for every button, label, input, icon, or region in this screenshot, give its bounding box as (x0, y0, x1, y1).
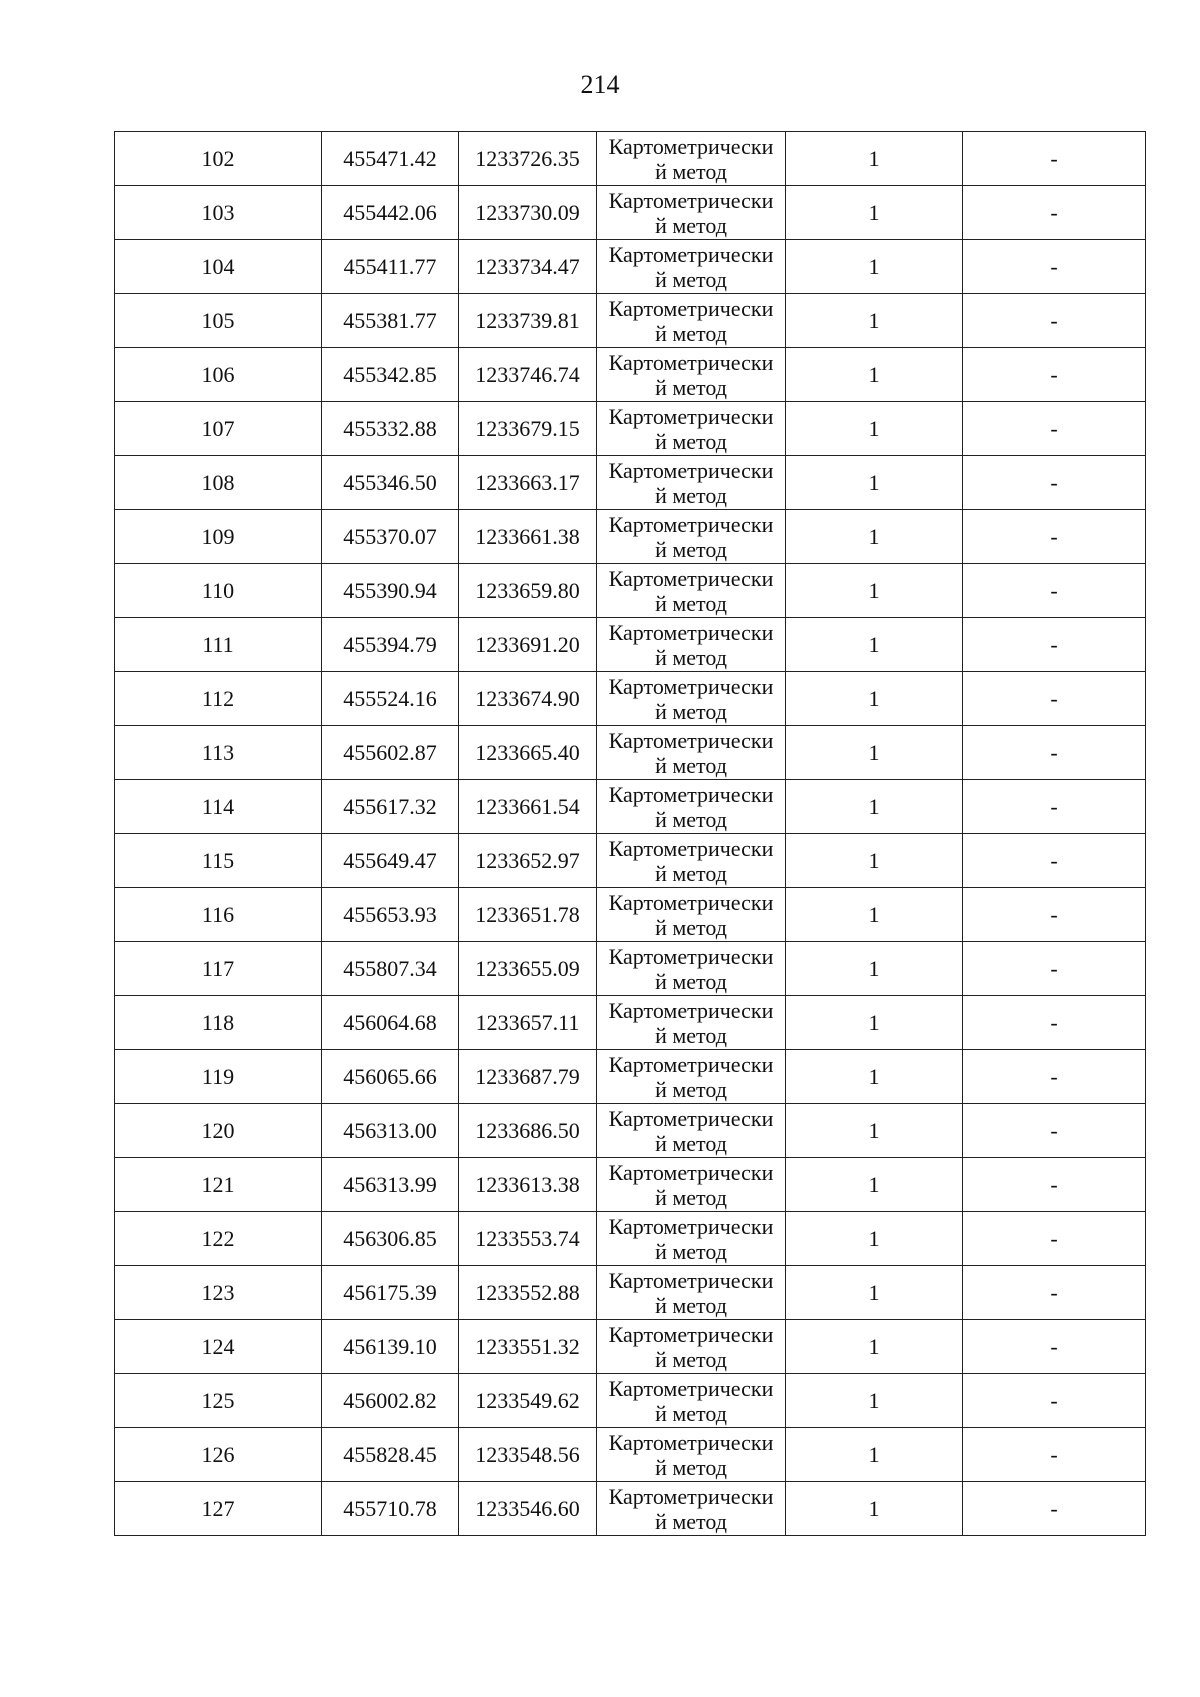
accuracy-cell: 1 (786, 1266, 963, 1320)
note-cell: - (963, 1104, 1146, 1158)
note-cell: - (963, 942, 1146, 996)
x-coordinate-cell: 456002.82 (322, 1374, 459, 1428)
method-line-2: й метод (655, 1238, 727, 1264)
y-coordinate-cell: 1233651.78 (459, 888, 597, 942)
method-line-1: Картометрически (608, 1213, 774, 1239)
x-coordinate-cell: 455394.79 (322, 618, 459, 672)
method-line-1: Картометрически (608, 349, 774, 375)
table-row (115, 1428, 1146, 1482)
method-line-1: Картометрически (608, 835, 774, 861)
method-cell (597, 348, 786, 402)
table-row (115, 1320, 1146, 1374)
table-row (115, 942, 1146, 996)
y-coordinate-cell: 1233659.80 (459, 564, 597, 618)
note-cell: - (963, 456, 1146, 510)
method-line-2: й метод (655, 752, 727, 778)
note-cell: - (963, 618, 1146, 672)
accuracy-cell: 1 (786, 402, 963, 456)
table-row (115, 1266, 1146, 1320)
point-number-cell: 109 (115, 510, 322, 564)
accuracy-cell: 1 (786, 942, 963, 996)
method-line-2: й метод (655, 212, 727, 238)
note-cell: - (963, 1158, 1146, 1212)
method-line-1: Картометрически (608, 1105, 774, 1131)
method-line-2: й метод (655, 158, 727, 184)
y-coordinate-cell: 1233661.54 (459, 780, 597, 834)
y-coordinate-cell: 1233687.79 (459, 1050, 597, 1104)
method-line-2: й метод (655, 1184, 727, 1210)
point-number-cell: 115 (115, 834, 322, 888)
method-line-1: Картометрически (608, 781, 774, 807)
point-number-cell: 102 (115, 132, 322, 186)
method-cell (597, 942, 786, 996)
y-coordinate-cell: 1233665.40 (459, 726, 597, 780)
method-line-2: й метод (655, 374, 727, 400)
x-coordinate-cell: 455524.16 (322, 672, 459, 726)
note-cell: - (963, 1482, 1146, 1536)
method-line-2: й метод (655, 1346, 727, 1372)
table-row (115, 834, 1146, 888)
accuracy-cell: 1 (786, 510, 963, 564)
accuracy-cell: 1 (786, 132, 963, 186)
method-line-1: Картометрически (608, 943, 774, 969)
point-number-cell: 112 (115, 672, 322, 726)
method-cell (597, 996, 786, 1050)
x-coordinate-cell: 455342.85 (322, 348, 459, 402)
method-cell (597, 1158, 786, 1212)
method-line-1: Картометрически (608, 1483, 774, 1509)
table-row (115, 240, 1146, 294)
y-coordinate-cell: 1233663.17 (459, 456, 597, 510)
method-line-2: й метод (655, 1454, 727, 1480)
method-line-2: й метод (655, 698, 727, 724)
x-coordinate-cell: 455332.88 (322, 402, 459, 456)
table-row (115, 618, 1146, 672)
table-row (115, 564, 1146, 618)
method-line-2: й метод (655, 482, 727, 508)
point-number-cell: 104 (115, 240, 322, 294)
method-line-2: й метод (655, 1022, 727, 1048)
accuracy-cell: 1 (786, 456, 963, 510)
point-number-cell: 118 (115, 996, 322, 1050)
point-number-cell: 114 (115, 780, 322, 834)
point-number-cell: 121 (115, 1158, 322, 1212)
x-coordinate-cell: 455411.77 (322, 240, 459, 294)
x-coordinate-cell: 455390.94 (322, 564, 459, 618)
point-number-cell: 125 (115, 1374, 322, 1428)
point-number-cell: 108 (115, 456, 322, 510)
accuracy-cell: 1 (786, 1374, 963, 1428)
note-cell: - (963, 780, 1146, 834)
y-coordinate-cell: 1233726.35 (459, 132, 597, 186)
x-coordinate-cell: 456064.68 (322, 996, 459, 1050)
table-row (115, 1104, 1146, 1158)
method-cell (597, 1104, 786, 1158)
method-line-2: й метод (655, 644, 727, 670)
note-cell: - (963, 726, 1146, 780)
x-coordinate-cell: 455370.07 (322, 510, 459, 564)
point-number-cell: 124 (115, 1320, 322, 1374)
coordinates-table (114, 131, 1146, 1536)
y-coordinate-cell: 1233686.50 (459, 1104, 597, 1158)
point-number-cell: 122 (115, 1212, 322, 1266)
point-number-cell: 127 (115, 1482, 322, 1536)
method-line-2: й метод (655, 968, 727, 994)
x-coordinate-cell: 456313.99 (322, 1158, 459, 1212)
method-line-1: Картометрически (608, 187, 774, 213)
y-coordinate-cell: 1233552.88 (459, 1266, 597, 1320)
method-cell (597, 726, 786, 780)
table-row (115, 1212, 1146, 1266)
y-coordinate-cell: 1233551.32 (459, 1320, 597, 1374)
table-row (115, 1050, 1146, 1104)
note-cell: - (963, 510, 1146, 564)
note-cell: - (963, 1428, 1146, 1482)
point-number-cell: 103 (115, 186, 322, 240)
method-line-2: й метод (655, 1508, 727, 1534)
method-line-2: й метод (655, 266, 727, 292)
table-row (115, 1158, 1146, 1212)
note-cell: - (963, 402, 1146, 456)
method-cell (597, 1482, 786, 1536)
y-coordinate-cell: 1233613.38 (459, 1158, 597, 1212)
note-cell: - (963, 1320, 1146, 1374)
method-line-1: Картометрически (608, 133, 774, 159)
method-line-1: Картометрически (608, 1159, 774, 1185)
method-line-1: Картометрически (608, 727, 774, 753)
point-number-cell: 123 (115, 1266, 322, 1320)
x-coordinate-cell: 456139.10 (322, 1320, 459, 1374)
accuracy-cell: 1 (786, 348, 963, 402)
table-row (115, 132, 1146, 186)
x-coordinate-cell: 456313.00 (322, 1104, 459, 1158)
accuracy-cell: 1 (786, 186, 963, 240)
method-line-2: й метод (655, 1076, 727, 1102)
accuracy-cell: 1 (786, 294, 963, 348)
method-cell (597, 780, 786, 834)
method-line-2: й метод (655, 1400, 727, 1426)
note-cell: - (963, 888, 1146, 942)
y-coordinate-cell: 1233734.47 (459, 240, 597, 294)
point-number-cell: 117 (115, 942, 322, 996)
note-cell: - (963, 294, 1146, 348)
note-cell: - (963, 834, 1146, 888)
accuracy-cell: 1 (786, 888, 963, 942)
note-cell: - (963, 348, 1146, 402)
note-cell: - (963, 1212, 1146, 1266)
method-line-1: Картометрически (608, 619, 774, 645)
coordinates-table-body (115, 132, 1146, 1536)
method-line-1: Картометрически (608, 241, 774, 267)
method-line-1: Картометрически (608, 673, 774, 699)
method-cell (597, 456, 786, 510)
table-row (115, 186, 1146, 240)
method-line-2: й метод (655, 914, 727, 940)
method-line-2: й метод (655, 1130, 727, 1156)
method-cell (597, 618, 786, 672)
accuracy-cell: 1 (786, 834, 963, 888)
accuracy-cell: 1 (786, 1320, 963, 1374)
point-number-cell: 111 (115, 618, 322, 672)
table-row (115, 672, 1146, 726)
method-cell (597, 672, 786, 726)
y-coordinate-cell: 1233746.74 (459, 348, 597, 402)
method-cell (597, 186, 786, 240)
method-line-2: й метод (655, 428, 727, 454)
method-line-1: Картометрически (608, 1321, 774, 1347)
method-cell (597, 294, 786, 348)
table-row (115, 888, 1146, 942)
method-line-1: Картометрически (608, 997, 774, 1023)
x-coordinate-cell: 455471.42 (322, 132, 459, 186)
point-number-cell: 106 (115, 348, 322, 402)
method-line-1: Картометрически (608, 565, 774, 591)
method-cell (597, 510, 786, 564)
point-number-cell: 110 (115, 564, 322, 618)
x-coordinate-cell: 455828.45 (322, 1428, 459, 1482)
x-coordinate-cell: 455807.34 (322, 942, 459, 996)
accuracy-cell: 1 (786, 726, 963, 780)
x-coordinate-cell: 456175.39 (322, 1266, 459, 1320)
accuracy-cell: 1 (786, 1158, 963, 1212)
y-coordinate-cell: 1233691.20 (459, 618, 597, 672)
method-line-1: Картометрически (608, 457, 774, 483)
y-coordinate-cell: 1233652.97 (459, 834, 597, 888)
method-cell (597, 888, 786, 942)
point-number-cell: 119 (115, 1050, 322, 1104)
note-cell: - (963, 240, 1146, 294)
x-coordinate-cell: 455617.32 (322, 780, 459, 834)
y-coordinate-cell: 1233730.09 (459, 186, 597, 240)
x-coordinate-cell: 455710.78 (322, 1482, 459, 1536)
method-line-1: Картометрически (608, 1429, 774, 1455)
method-line-1: Картометрически (608, 1267, 774, 1293)
page-number: 214 (580, 70, 620, 99)
y-coordinate-cell: 1233661.38 (459, 510, 597, 564)
note-cell: - (963, 672, 1146, 726)
method-line-1: Картометрически (608, 403, 774, 429)
method-cell (597, 834, 786, 888)
method-line-1: Картометрически (608, 511, 774, 537)
method-line-2: й метод (655, 320, 727, 346)
table-row (115, 456, 1146, 510)
note-cell: - (963, 996, 1146, 1050)
point-number-cell: 126 (115, 1428, 322, 1482)
y-coordinate-cell: 1233674.90 (459, 672, 597, 726)
y-coordinate-cell: 1233679.15 (459, 402, 597, 456)
point-number-cell: 113 (115, 726, 322, 780)
table-row (115, 1482, 1146, 1536)
table-row (115, 1374, 1146, 1428)
note-cell: - (963, 1050, 1146, 1104)
note-cell: - (963, 564, 1146, 618)
x-coordinate-cell: 455442.06 (322, 186, 459, 240)
method-cell (597, 1212, 786, 1266)
table-row (115, 726, 1146, 780)
point-number-cell: 107 (115, 402, 322, 456)
method-line-2: й метод (655, 860, 727, 886)
method-cell (597, 564, 786, 618)
method-cell (597, 1050, 786, 1104)
accuracy-cell: 1 (786, 1482, 963, 1536)
accuracy-cell: 1 (786, 240, 963, 294)
y-coordinate-cell: 1233546.60 (459, 1482, 597, 1536)
y-coordinate-cell: 1233553.74 (459, 1212, 597, 1266)
method-line-1: Картометрически (608, 295, 774, 321)
method-line-1: Картометрически (608, 1375, 774, 1401)
method-cell (597, 1266, 786, 1320)
x-coordinate-cell: 456065.66 (322, 1050, 459, 1104)
note-cell: - (963, 1266, 1146, 1320)
y-coordinate-cell: 1233655.09 (459, 942, 597, 996)
method-cell (597, 1320, 786, 1374)
method-line-1: Картометрически (608, 889, 774, 915)
method-line-2: й метод (655, 590, 727, 616)
point-number-cell: 116 (115, 888, 322, 942)
x-coordinate-cell: 455602.87 (322, 726, 459, 780)
note-cell: - (963, 186, 1146, 240)
table-row (115, 294, 1146, 348)
y-coordinate-cell: 1233549.62 (459, 1374, 597, 1428)
point-number-cell: 105 (115, 294, 322, 348)
x-coordinate-cell: 455381.77 (322, 294, 459, 348)
accuracy-cell: 1 (786, 1428, 963, 1482)
note-cell: - (963, 132, 1146, 186)
x-coordinate-cell: 456306.85 (322, 1212, 459, 1266)
method-cell (597, 132, 786, 186)
accuracy-cell: 1 (786, 1050, 963, 1104)
accuracy-cell: 1 (786, 618, 963, 672)
method-cell (597, 1374, 786, 1428)
table-row (115, 996, 1146, 1050)
note-cell: - (963, 1374, 1146, 1428)
y-coordinate-cell: 1233657.11 (459, 996, 597, 1050)
table-row (115, 780, 1146, 834)
x-coordinate-cell: 455346.50 (322, 456, 459, 510)
method-line-2: й метод (655, 1292, 727, 1318)
method-line-1: Картометрически (608, 1051, 774, 1077)
x-coordinate-cell: 455649.47 (322, 834, 459, 888)
method-line-2: й метод (655, 536, 727, 562)
accuracy-cell: 1 (786, 564, 963, 618)
table-row (115, 348, 1146, 402)
table-row (115, 510, 1146, 564)
accuracy-cell: 1 (786, 1104, 963, 1158)
method-cell (597, 1428, 786, 1482)
point-number-cell: 120 (115, 1104, 322, 1158)
accuracy-cell: 1 (786, 672, 963, 726)
method-cell (597, 240, 786, 294)
accuracy-cell: 1 (786, 1212, 963, 1266)
accuracy-cell: 1 (786, 780, 963, 834)
y-coordinate-cell: 1233548.56 (459, 1428, 597, 1482)
method-line-2: й метод (655, 806, 727, 832)
x-coordinate-cell: 455653.93 (322, 888, 459, 942)
y-coordinate-cell: 1233739.81 (459, 294, 597, 348)
method-cell (597, 402, 786, 456)
accuracy-cell: 1 (786, 996, 963, 1050)
table-row (115, 402, 1146, 456)
